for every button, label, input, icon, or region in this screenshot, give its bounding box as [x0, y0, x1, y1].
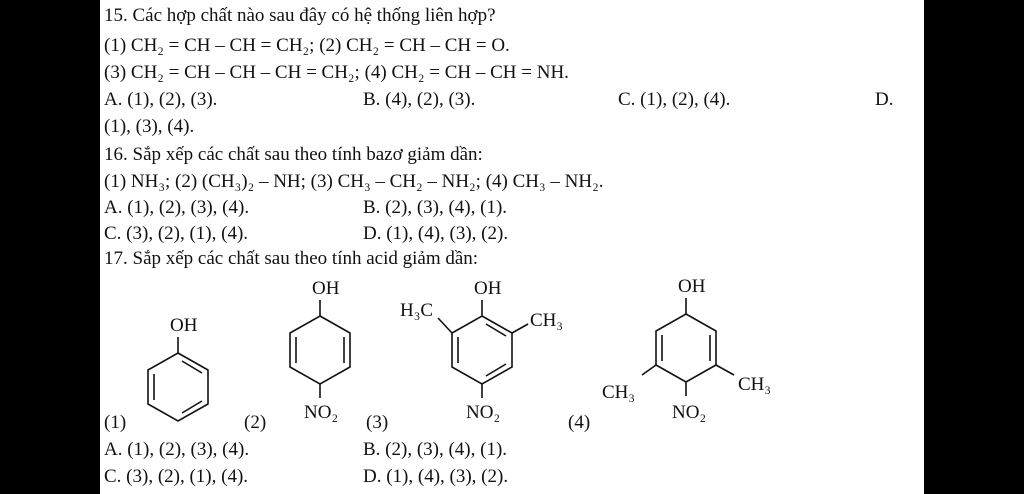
q17-option-a: A. (1), (2), (3), (4). — [104, 439, 250, 460]
structure-4-dimethyl-nitrophenol — [596, 268, 796, 436]
q16-stem: 16. Sắp xếp các chất sau theo tính bazơ giảm dần: — [104, 144, 483, 165]
structure-3-no2-label: NO₂ — [466, 402, 501, 423]
q17-option-d: D. (1), (4), (3), (2). — [363, 466, 509, 487]
structure-2-oh-label: OH — [312, 278, 340, 299]
structure-1-oh-label: OH — [170, 315, 198, 336]
q17-option-b: B. (2), (3), (4), (1). — [363, 439, 508, 460]
structure-3-oh-label: OH — [474, 278, 502, 299]
q15-compounds-line1: (1) CH₂ = CH – CH = CH₂; (2) CH₂ = CH – CH = O. — [104, 35, 510, 56]
q15-compounds-line2: (3) CH₂ = CH – CH – CH = CH₂; (4) CH₂ = CH – CH = NH. — [104, 62, 569, 83]
structure-2-number: (2) — [244, 412, 267, 433]
structure-4-right-methyl-label: CH₃ — [738, 374, 772, 395]
structure-2-no2-label: NO₂ — [304, 402, 339, 423]
q15-option-d-label: D. — [875, 89, 894, 110]
q15-option-b: B. (4), (2), (3). — [363, 89, 476, 110]
q15-option-a: A. (1), (2), (3). — [104, 89, 218, 110]
left-black-border — [0, 0, 100, 494]
q15-stem: 15. Các hợp chất nào sau đây có hệ thống liên hợp? — [104, 5, 496, 26]
structure-3-dimethyl-nitrophenol — [392, 274, 592, 434]
structure-1-number: (1) — [104, 412, 127, 433]
structure-3-number: (3) — [366, 412, 389, 433]
q16-option-a: A. (1), (2), (3), (4). — [104, 197, 250, 218]
q15-option-d-value: (1), (3), (4). — [104, 116, 195, 137]
q16-compounds: (1) NH₃; (2) (CH₃)₂ – NH; (3) CH₃ – CH₂ – NH₂; (4) CH₃ – NH₂. — [104, 171, 604, 192]
q15-option-c: C. (1), (2), (4). — [618, 89, 731, 110]
structure-4-number: (4) — [568, 412, 591, 433]
structure-3-right-methyl-label: CH₃ — [530, 310, 564, 331]
structure-4-no2-label: NO₂ — [672, 402, 707, 423]
structure-1-phenol — [130, 305, 230, 430]
structure-4-oh-label: OH — [678, 276, 706, 297]
structure-3-left-methyl-label: H₃C — [400, 300, 434, 321]
right-black-border — [924, 0, 1024, 494]
q17-stem: 17. Sắp xếp các chất sau theo tính acid giảm dần: — [104, 248, 479, 269]
structure-2-nitrophenol — [278, 274, 358, 434]
document-page — [100, 0, 924, 494]
q16-option-d: D. (1), (4), (3), (2). — [363, 223, 509, 244]
q16-option-c: C. (3), (2), (1), (4). — [104, 223, 249, 244]
q16-option-b: B. (2), (3), (4), (1). — [363, 197, 508, 218]
q17-option-c: C. (3), (2), (1), (4). — [104, 466, 249, 487]
structure-4-left-methyl-label: CH₃ — [602, 382, 636, 403]
